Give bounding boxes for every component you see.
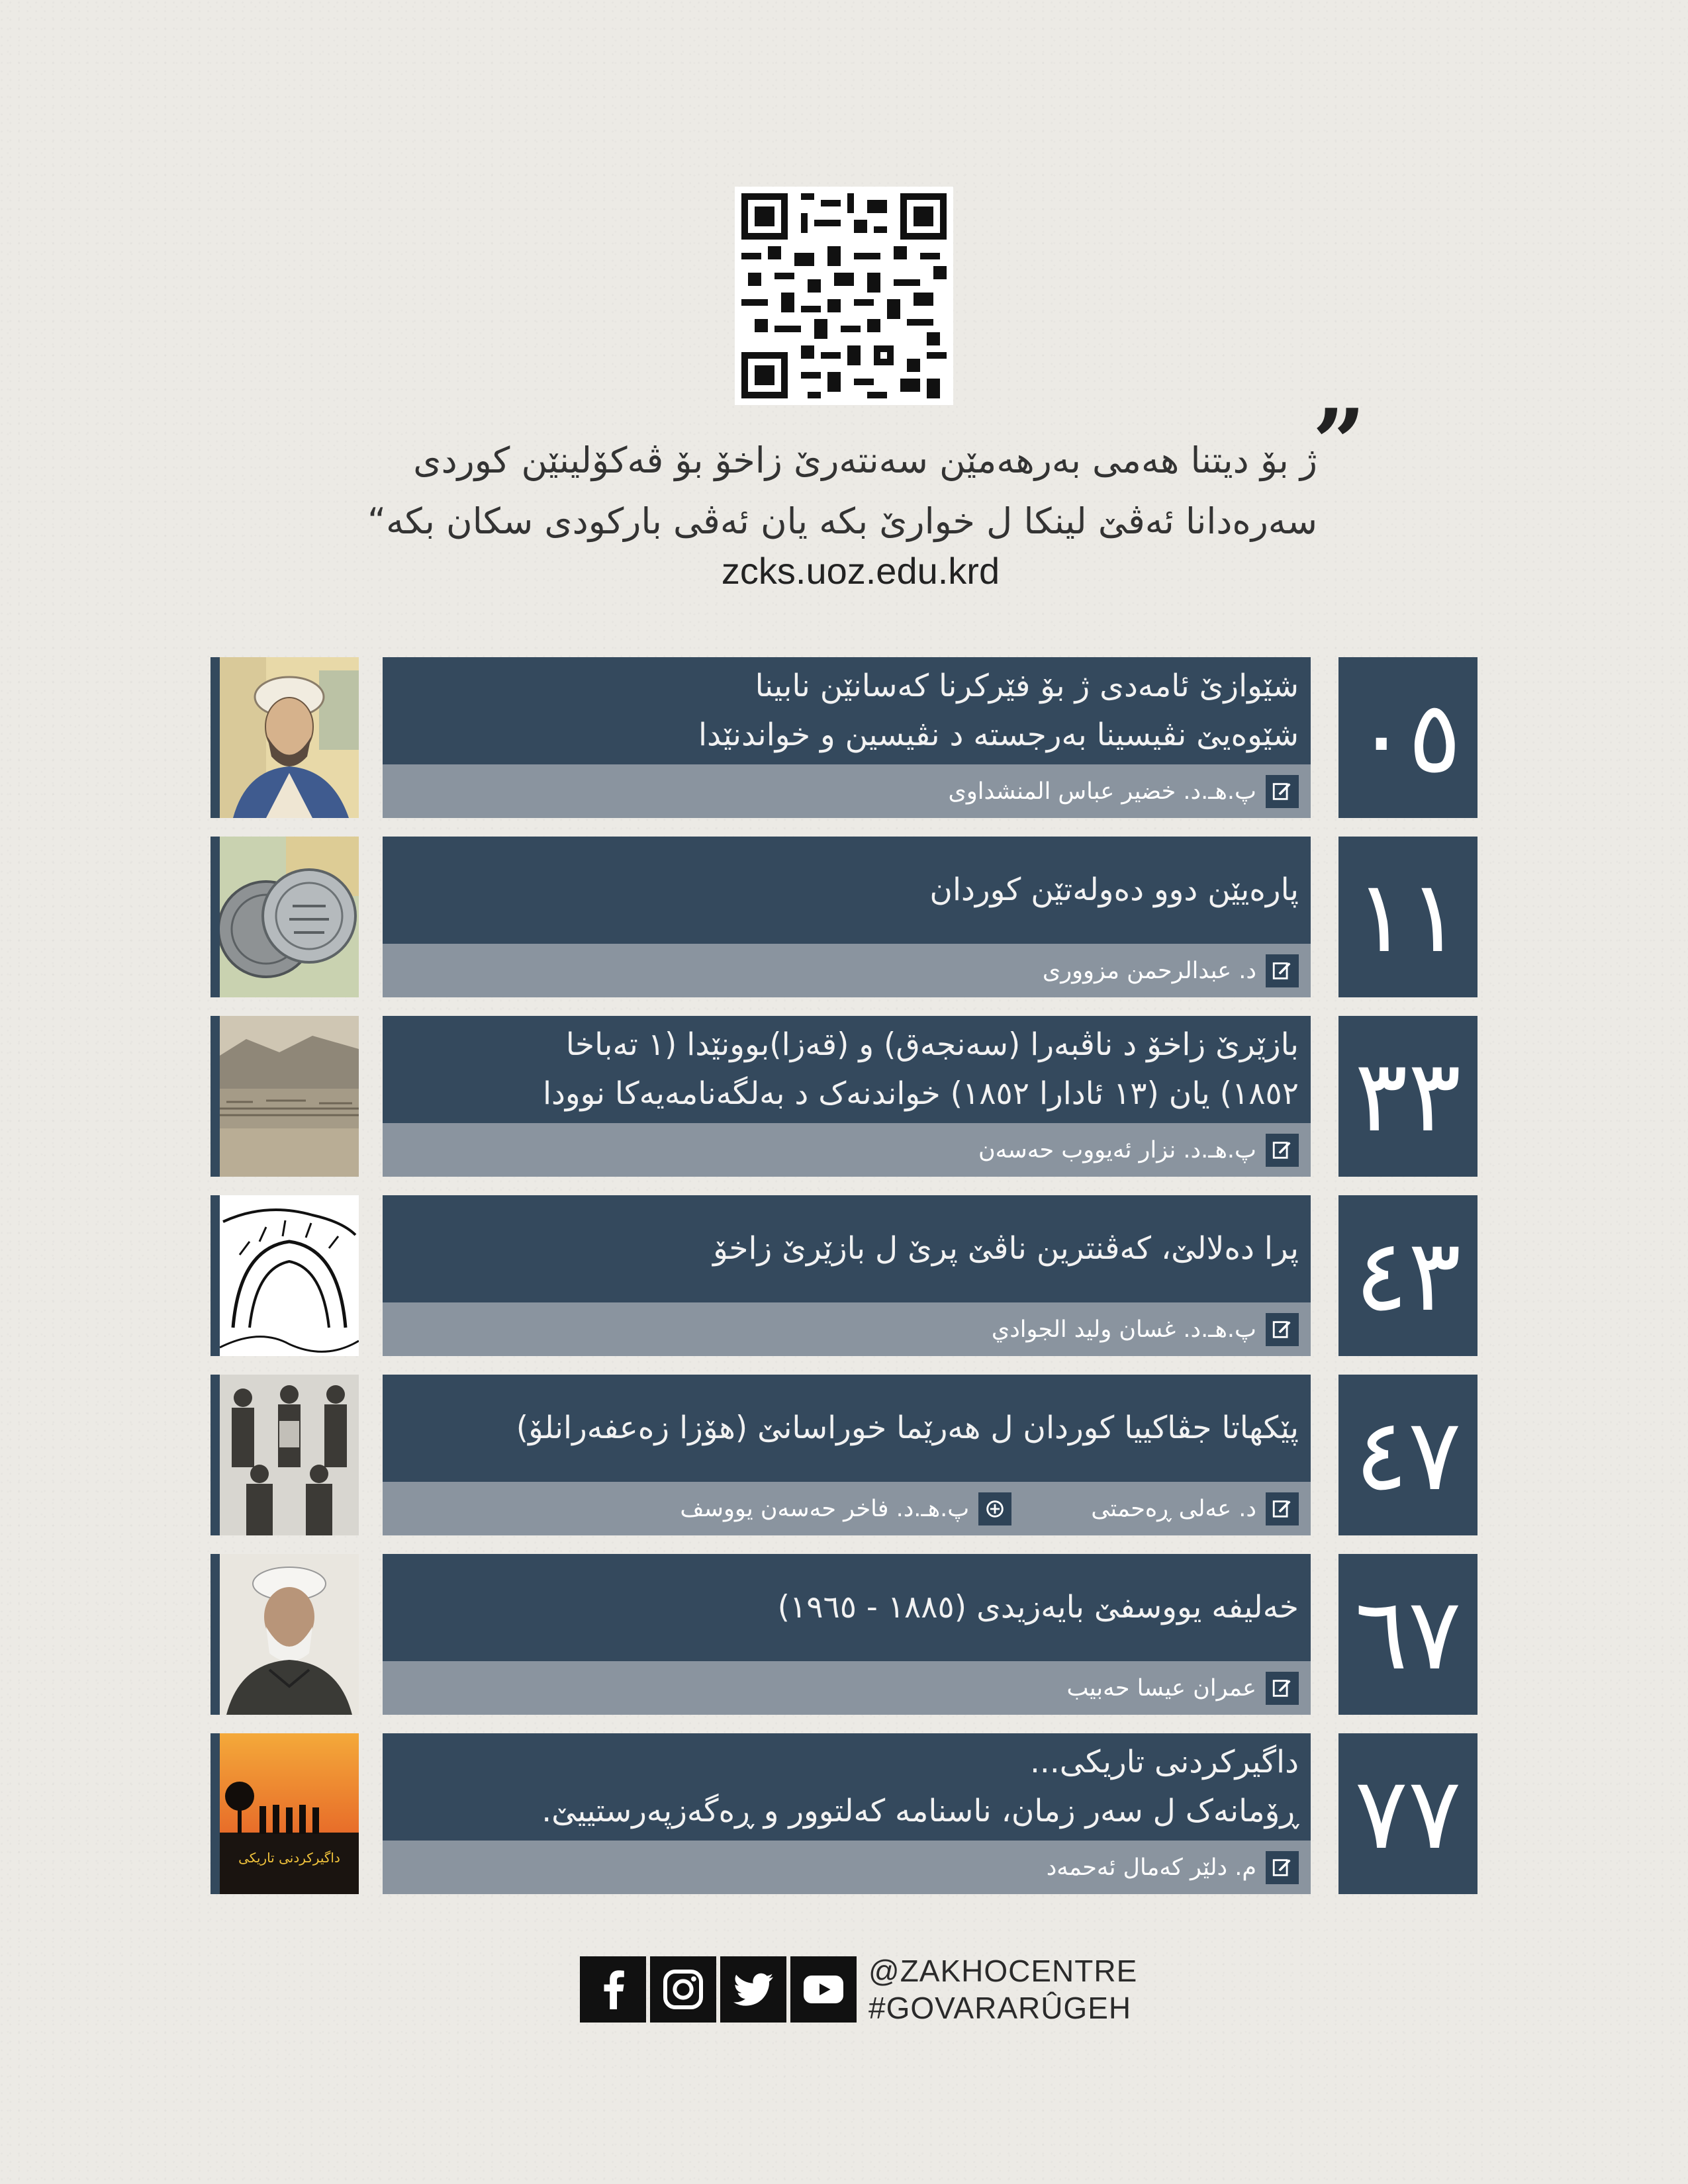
pen-icon bbox=[1266, 1313, 1299, 1346]
author-name: م. دلێر کەمال ئەحمەد bbox=[1046, 1854, 1256, 1881]
article-authors bbox=[383, 764, 1311, 818]
article-authors bbox=[383, 1302, 1311, 1356]
article-authors bbox=[383, 944, 1311, 997]
article-thumbnail bbox=[211, 1016, 359, 1177]
toc-row[interactable] bbox=[211, 1016, 1477, 1177]
toc-row[interactable] bbox=[211, 837, 1477, 997]
page-number: ٤٣ bbox=[1338, 1195, 1477, 1356]
translator-icon bbox=[978, 1492, 1011, 1525]
article-title bbox=[383, 1733, 1311, 1841]
article-title bbox=[383, 657, 1311, 764]
author-name: پ.هـ.د. نزار ئەیووب حەسەن bbox=[978, 1136, 1256, 1163]
author-name: د. عەلی ڕەحمتی bbox=[1091, 1495, 1256, 1522]
page-number: ٠٥ bbox=[1338, 657, 1477, 818]
title-line: داگیرکردنی تاریکی... bbox=[1029, 1744, 1299, 1780]
article-authors bbox=[383, 1123, 1311, 1177]
pen-icon bbox=[1266, 1851, 1299, 1884]
social-handle[interactable]: @ZAKHOCENTRE bbox=[868, 1954, 1138, 1988]
author-name: عمران عیسا حەبیب bbox=[1066, 1674, 1256, 1702]
toc-row[interactable] bbox=[211, 657, 1477, 818]
toc-row[interactable] bbox=[211, 1554, 1477, 1715]
author bbox=[949, 775, 1299, 808]
article-thumbnail bbox=[211, 1375, 359, 1535]
qr-code-graphic bbox=[735, 187, 953, 405]
pen-icon bbox=[1266, 775, 1299, 808]
author bbox=[1091, 1492, 1299, 1525]
title-line: بازێرێ زاخۆ د ناڤبەرا (سەنجەق) و (قەزا)بوونێدا (١ تەباخا bbox=[565, 1026, 1299, 1063]
elder-portrait bbox=[220, 1554, 359, 1715]
intro-line-1: ژ بۆ دیتنا هەمی بەرهەمێن سەنتەرێ زاخۆ بۆ ڤەکۆلینێن کوردی bbox=[413, 439, 1317, 481]
old-town-photo bbox=[220, 1016, 359, 1177]
author-name: پ.هـ.د. فاخر حەسەن یووسف bbox=[680, 1495, 970, 1522]
book-cover-title: داگیرکردنی تاریکی bbox=[238, 1850, 340, 1866]
intro-line-2: سەرەدانا ئەڤێ لینکا ل خوارێ بکە یان ئەڤی بارکودی سکان بکە“ bbox=[367, 500, 1317, 542]
author-name: پ.هـ.د. غسان وليد الجوادي bbox=[991, 1316, 1256, 1343]
article-thumbnail bbox=[211, 1554, 359, 1715]
title-line: ڕۆمانەک ل سەر زمان، ناسنامە کەلتوور و ڕەگەزپەرستییێ. bbox=[541, 1793, 1299, 1829]
article-authors bbox=[383, 1661, 1311, 1715]
title-line: پێکهاتا جڤاکییا کوردان ل هەرێما خوراسانێ (هۆزا زەعفەرانلۆ) bbox=[516, 1410, 1299, 1446]
article-thumbnail bbox=[211, 1195, 359, 1356]
article-title bbox=[383, 837, 1311, 944]
page-number: ٦٧ bbox=[1338, 1554, 1477, 1715]
title-line: ١٨٥٢) یان (١٣ ئادارا ١٨٥٢) خواندنەک د بەلگەنامەیەکا نوودا bbox=[542, 1075, 1299, 1112]
toc-row[interactable] bbox=[211, 1195, 1477, 1356]
twitter-icon[interactable] bbox=[720, 1956, 786, 2023]
facebook-icon[interactable] bbox=[580, 1956, 646, 2023]
title-line: شێوازێ ئامەدی ژ بۆ فێرکرنا کەسانێن نابینا bbox=[755, 668, 1299, 704]
instagram-icon[interactable] bbox=[650, 1956, 716, 2023]
pen-icon bbox=[1266, 1672, 1299, 1705]
social-footer bbox=[580, 1954, 1137, 2025]
social-hashtag[interactable]: #GOVARARÛGEH bbox=[868, 1991, 1132, 2025]
page-number: ١١ bbox=[1338, 837, 1477, 997]
article-authors bbox=[383, 1482, 1311, 1535]
title-line: پرا دەلالێ، کەڤنترین ناڤێ پرێ ل بازێرێ زاخۆ bbox=[713, 1230, 1299, 1267]
coins-image bbox=[220, 837, 359, 997]
article-thumbnail bbox=[211, 837, 359, 997]
author bbox=[978, 1134, 1299, 1167]
bridge-sketch bbox=[220, 1195, 359, 1356]
pen-icon bbox=[1266, 954, 1299, 987]
intro-text bbox=[238, 430, 1317, 552]
article-title bbox=[383, 1016, 1311, 1123]
pen-icon bbox=[1266, 1134, 1299, 1167]
quote-mark: „ bbox=[1314, 336, 1368, 445]
author bbox=[992, 1313, 1299, 1346]
title-line: شێوەیێ نڤیسینا بەرجستە د نڤیسین و خواندنێدا bbox=[698, 717, 1299, 753]
group-photo bbox=[220, 1375, 359, 1535]
article-title bbox=[383, 1554, 1311, 1661]
article-thumbnail bbox=[211, 657, 359, 818]
author bbox=[1043, 954, 1299, 987]
author bbox=[680, 1492, 1011, 1525]
toc-row[interactable] bbox=[211, 1375, 1477, 1535]
title-line: خەلیفە یووسفێ بایەزیدی (١٨٨٥ - ١٩٦٥) bbox=[777, 1589, 1299, 1625]
youtube-icon[interactable] bbox=[790, 1956, 857, 2023]
author bbox=[1066, 1672, 1299, 1705]
article-thumbnail bbox=[211, 1733, 359, 1894]
portrait-illustration bbox=[220, 657, 359, 818]
website-url[interactable]: zcks.uoz.edu.krd bbox=[721, 550, 1000, 592]
social-handles bbox=[868, 1952, 1137, 2026]
page-number: ٣٣ bbox=[1338, 1016, 1477, 1177]
article-authors bbox=[383, 1841, 1311, 1894]
author-name: د. عبدالرحمن مزووری bbox=[1042, 957, 1256, 984]
page-number: ٤٧ bbox=[1338, 1375, 1477, 1535]
author-name: پ.هـ.د. خضير عباس المنشداوی bbox=[948, 778, 1256, 805]
qr-code[interactable] bbox=[735, 187, 953, 405]
author bbox=[1047, 1851, 1299, 1884]
article-title bbox=[383, 1375, 1311, 1482]
article-title bbox=[383, 1195, 1311, 1302]
title-line: پارەیێن دوو دەولەتێن کوردان bbox=[929, 872, 1299, 908]
pen-icon bbox=[1266, 1492, 1299, 1525]
page-number: ٧٧ bbox=[1338, 1733, 1477, 1894]
book-cover bbox=[220, 1733, 359, 1894]
toc-row[interactable] bbox=[211, 1733, 1477, 1894]
